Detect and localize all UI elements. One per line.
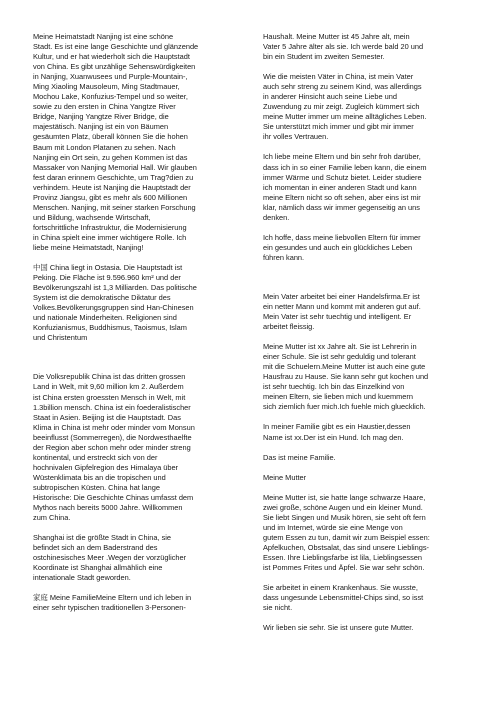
nanjing-paragraph: Meine Heimatstadt Nanjing ist eine schöne Stadt. Es ist eine lange Geschichte und glänzende Kultur, und er hat wiederholt sich die Hauptstadt von China. Es gibt unzählige Sehenswürdigkeiten in Nanjing, Xuanwusees und Purple-Mountain-, Ming Xiaoling Mausoleum, Ming Stadtmauer, Mochou Lake, Konfuzius-Tempel und so weiter, sowie zu den ersten in China Yangtze River Bridge, Nanjing Yangtze River Bridge, die majestätisch. Nanjing ist ein von Bäumen gesäumten Platz, überall können Sie die hohen Baum mit London Platanen zu sehen. Nach Nanjing ein Ort sein, zu gehen Kommen ist das Massaker von Nanjing Memorial Hall. Wir glauben fest daran erinnern Geschichte, um Trag?dien zu verhindern. Heute ist Nanjing die Hauptstadt der Provinz Jiangsu, gibt es mehr als 600 Millionen Menschen. Nanjing, mit seiner starken Forschung und Bildung, wachsende Wirtschaft, fortschrittliche Infrastruktur, die Modernisierung in China spielt eine immer wichtigere Rolle. Ich liebe meine Heimatstadt, Nanjing!: [33, 32, 199, 252]
household-paragraph: Haushalt. Meine Mutter ist 45 Jahre alt, mein Vater 5 Jahre älter als sie. Ich werde bald 20 und bin ein Student im zweiten Semester.: [263, 32, 424, 62]
family-heading-chars: 家庭: [33, 593, 48, 603]
china-heading-chars: 中国: [33, 263, 48, 273]
father-strict-paragraph: Wie die meisten Väter in China, ist mein Vater auch sehr streng zu seinem Kind, was allerdings in anderer Hinsicht auch seine Liebe und Zuwendung zu mir zeigt. Zugleich kümmert sich meine Mutter immer um meine alltägliches Leben. Sie unterstützt mich immer und gibt mir immer ihr volles Vertrauen.: [263, 72, 427, 142]
father-work-paragraph: Mein Vater arbeitet bei einer Handelsfirma.Er ist ein netter Mann und kommt mit anderen gut auf. Mein Vater ist sehr tuechtig und intelligent. Er arbeitet fleissig.: [263, 291, 421, 332]
mother-closing-line: Wir lieben sie sehr. Sie ist unsere gute Mutter.: [263, 623, 414, 633]
right-column: [263, 32, 475, 633]
love-parents-paragraph: Ich liebe meine Eltern und bin sehr froh darüber, dass ich in so einer Familie leben kann, die einem immer Wärme und Schutz bietet. Leider studiere ich momentan in einer anderen Stadt und kann meine Eltern nicht so oft sehen, aber eins ist mir klar, nämlich dass wir immer gegenseitig an uns denken.: [263, 152, 427, 222]
shanghai-paragraph: Shanghai ist die größte Stadt in China, sie befindet sich an dem Baderstrand des ostchinesisches Meer .Wegen der vorzüglicher Koordinate ist Shanghai allmählich eine intenationale Stadt geworden.: [33, 533, 187, 583]
family-intro-paragraph: [33, 593, 245, 613]
prc-paragraph: Die Volksrepublik China ist das dritten grossen Land in Welt, mit 9,60 million km 2. Außerdem ist China ersten groessten Mensch in Welt, mit 1.3billion mensch. China ist ein foederalistischer Staat in Asien. Beijing ist die Hauptstadt. Das Klima in China ist mehr oder minder vom Monsun beeinflusst (Sommerregen), die Nordwesthaelfte der Region aber schon mehr oder minder streng kontinental, und erstreckt sich von der hochnivalen Gipfelregion des Himalaya über Wüstenklimata bis an die tropischen und subtropischen Küsten. China hat lange Historische: Die Geschichte Chinas umfasst dem Mythos nach bereits 5000 Jahre. Willkommen zum China.: [33, 372, 195, 523]
mother-teacher-paragraph: Meine Mutter ist xx Jahre alt. Sie ist Lehrerin in einer Schule. Sie ist sehr geduldig und tolerant mit die Schuelern.Meine Mutter ist auch eine gute Hausfrau zu Hause. Sie kann sehr gut kochen und ist sehr tuechtig. Ich bin das Einzelkind von meinen Eltern, sie lieben mich und kuemmern sich ziemlich fuer mich.Ich fuehle mich gluecklich.: [263, 342, 429, 412]
mother-hospital-paragraph: Sie arbeitet in einem Krankenhaus. Sie wusste, dass ungesunde Lebensmittel-Chips sind, so isst sie nicht.: [263, 583, 424, 613]
pet-paragraph: In meiner Familie gibt es ein Haustier,dessen Name ist xx.Der ist ein Hund. Ich mag den.: [263, 422, 411, 442]
family-intro-text: Meine FamilieMeine Eltern und ich leben in einer sehr typischen traditionellen 3-Personen-: [33, 593, 192, 613]
mother-description-paragraph: Meine Mutter ist, sie hatte lange schwarze Haare, zwei große, schöne Augen und ein kleiner Mund. Sie liebt Singen und Musik hören, sie seht oft fern und im Internet, würde sie eine Menge von gutem Essen zu tun, damit wir zum Beispiel essen: Apfelkuchen, Obstsalat, das sind unsere Lieblings- Essen. Ihre Lieblingsfarbe ist lila, Lieblingsessen ist Pommes Frites und Äpfel. Sie war sehr schön.: [263, 492, 430, 572]
china-overview-text: China liegt in Ostasia. Die Hauptstadt ist Peking. Die Fläche ist 9.596.960 km² und der Bevölkerungszahl ist 1,3 Milliarden. Das politische System ist die demokratische Diktatur des Volkes.Bevölkerungsgruppen sind Han-Chinesen und nationale Minderheiten. Religionen sind Konfuzianismus, Buddhismus, Taoismus, Islam und Christentum: [33, 263, 197, 343]
china-overview-paragraph: [33, 263, 245, 343]
mother-heading: Meine Mutter: [263, 472, 307, 482]
left-column: [33, 32, 245, 613]
family-closing-line: Das ist meine Familie.: [263, 452, 336, 462]
hope-paragraph: Ich hoffe, dass meine liebvollen Eltern für immer ein gesundes und auch ein glückliches Leben führen kann.: [263, 232, 421, 262]
